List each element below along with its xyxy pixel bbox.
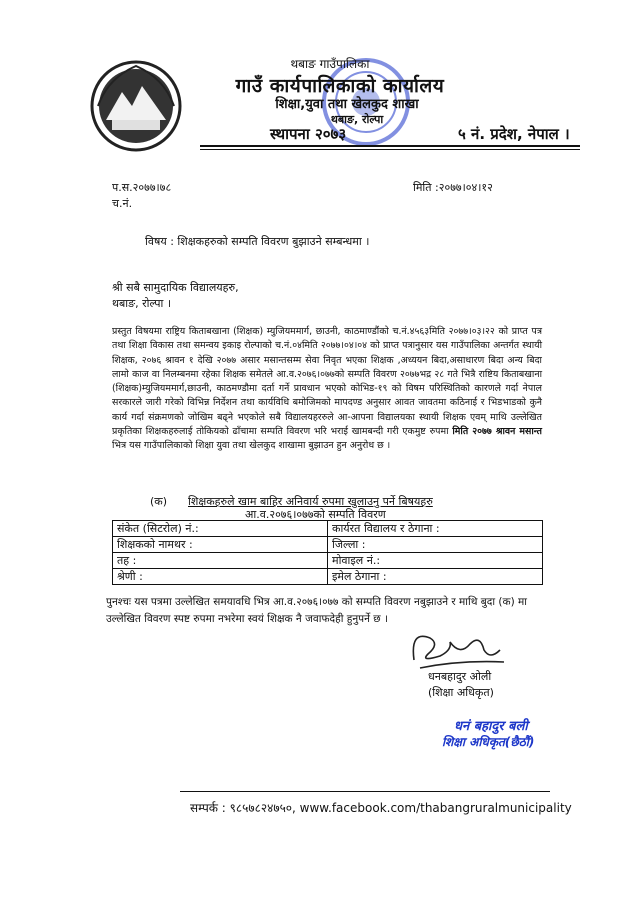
reference-number: प.स.२०७७।७८	[112, 181, 172, 194]
table-row	[113, 537, 543, 553]
dispatch-number: च.नं.	[112, 197, 133, 210]
table-cell: शिक्षकको नामथर :	[113, 537, 328, 553]
table-row	[113, 553, 543, 569]
section-ka-prefix: (क)	[150, 495, 168, 508]
office-name: गाउँ कार्यपालिकाको कार्यालय	[235, 75, 445, 97]
table-row	[113, 521, 543, 537]
province: ५ नं. प्रदेश, नेपाल ।	[458, 125, 570, 143]
table-cell: इमेल ठेगाना :	[328, 569, 543, 585]
table-caption: आ.व.२०७६।०७७को सम्पति विवरण	[245, 508, 386, 521]
municipality-name: थबाङ गाउँपालिका	[290, 57, 370, 71]
table-cell: संकेत (सिटरोल) नं.:	[113, 521, 328, 537]
table-row	[113, 569, 543, 585]
table-cell: जिल्ला :	[328, 537, 543, 553]
established-year: स्थापना २०७३	[270, 125, 347, 143]
table-cell: तह :	[113, 553, 328, 569]
stamp-title: शिक्षा अधिकृत(छैठौं)	[442, 735, 535, 749]
table-cell: श्रेणी :	[113, 569, 328, 585]
asset-info-table	[112, 520, 543, 585]
letter-subject: विषय : शिक्षकहरुको सम्पति विवरण बुझाउने सम्बन्धमा ।	[145, 235, 370, 248]
signatory-name: धनबहादुर ओली	[428, 670, 492, 683]
office-place: थबाङ, रोल्पा	[330, 113, 384, 126]
table-cell: कार्यरत विद्यालय र ठेगाना :	[328, 521, 543, 537]
body-text-part-2: भित्र यस गाउँपालिकाको शिक्षा युवा तथा खेलकुद शाखामा बुझाउन हुन अनुरोध छ ।	[112, 440, 391, 452]
table-cell: मोवाइल नं.:	[328, 553, 543, 569]
deadline-text: मिति २०७७ श्रावन मसान्त	[452, 426, 542, 438]
letter-date: मिति :२०७७।०४।१२	[413, 181, 493, 194]
stamp-name: धनं बहादुर बली	[454, 719, 528, 734]
branch-name: शिक्षा,युवा तथा खेलकुद शाखा	[275, 97, 419, 112]
postscript: पुनश्चः यस पत्रमा उल्लेखित समयावधि भित्र आ.व.२०७६।०७७ को सम्पति विवरण नबुझाउने र माथि बुदा (क) मा उल्लेखित विवरण स्पष्ट रुपमा नभरेमा स्वयं शिक्षक नै जवाफदेही हुनुपर्ने छ ।	[106, 596, 528, 625]
section-ka-title: शिक्षकहरुले खाम बाहिर अनिवार्य रुपमा खुलाउनु पर्ने बिषयहरु	[188, 495, 433, 508]
footer-rule	[180, 791, 550, 792]
recipient-line-1: श्री सबै सामुदायिक विद्यालयहरु,	[112, 281, 239, 294]
recipient-line-2: थबाङ, रोल्पा ।	[112, 297, 171, 310]
body-text-part-1: प्रस्तुत विषयमा राष्ट्रिय किताबखाना (शिक्षक) म्युजियममार्ग, छाउनी, काठमाण्डौंको च.नं.४५६३मिति २०७७।०३।२२ को प्राप्त पत्र तथा शिक्षा विकास तथा समन्वय इकाइ रोल्पाको च.नं.०४मिति २०७७।०४।०४ को प्राप्त पत्रानुसार यस गाउँपालिका अन्तर्गत स्थायी शिक्षक, २०७६ श्रावन १ देखि २०७७ असार मसान्तसम्म सेवा निवृत भएका शिक्षक ,अध्ययन बिदा,असाधारण बिदा अन्य बिदा लामो काज वा निलम्बनमा रहेका शिक्षक समेतले आ.व.२०७६।०७७को सम्पति विवरण २०७७भद्र २८ गते भित्रै राष्टिय किताबखाना (शिक्षक)म्युजियममार्ग,छाउनी, काठमण्डौमा दर्ता गर्ने प्रावधान भएको कोभिड-१९ को विषम परिस्थितिको कारणले गर्दा नेपाल सरकारले जारी गरेको विभिन्न निर्देशन तथा कार्यविधि बमोजिमको मापदण्ड अनुसार आवत जावतमा कठिनाई र भिडभाडको कुनै कार्य गर्दा संक्रमणको जोखिम बढ्ने भएकोले सबै विद्यालयहररुले आ-आपना विद्यालयका स्थायी शिक्षक एवम् माथि उल्लेखित प्रकृतिका शिक्षकहरुलाई तोकियको ढाँचामा सम्पति विवरण भरि भराई खामबन्दी गरी एकमुष्ट रुपमा	[112, 326, 542, 438]
letter-body	[112, 325, 542, 454]
municipality-logo	[88, 58, 184, 154]
footer-contact: सम्पर्क : ९८५७८२४७५०, www.facebook.com/thabangruralmunicipality	[190, 801, 572, 815]
header-rule	[200, 145, 580, 147]
signatory-title: (शिक्षा अधिकृत)	[428, 686, 494, 699]
header-rule-thin	[200, 149, 580, 150]
